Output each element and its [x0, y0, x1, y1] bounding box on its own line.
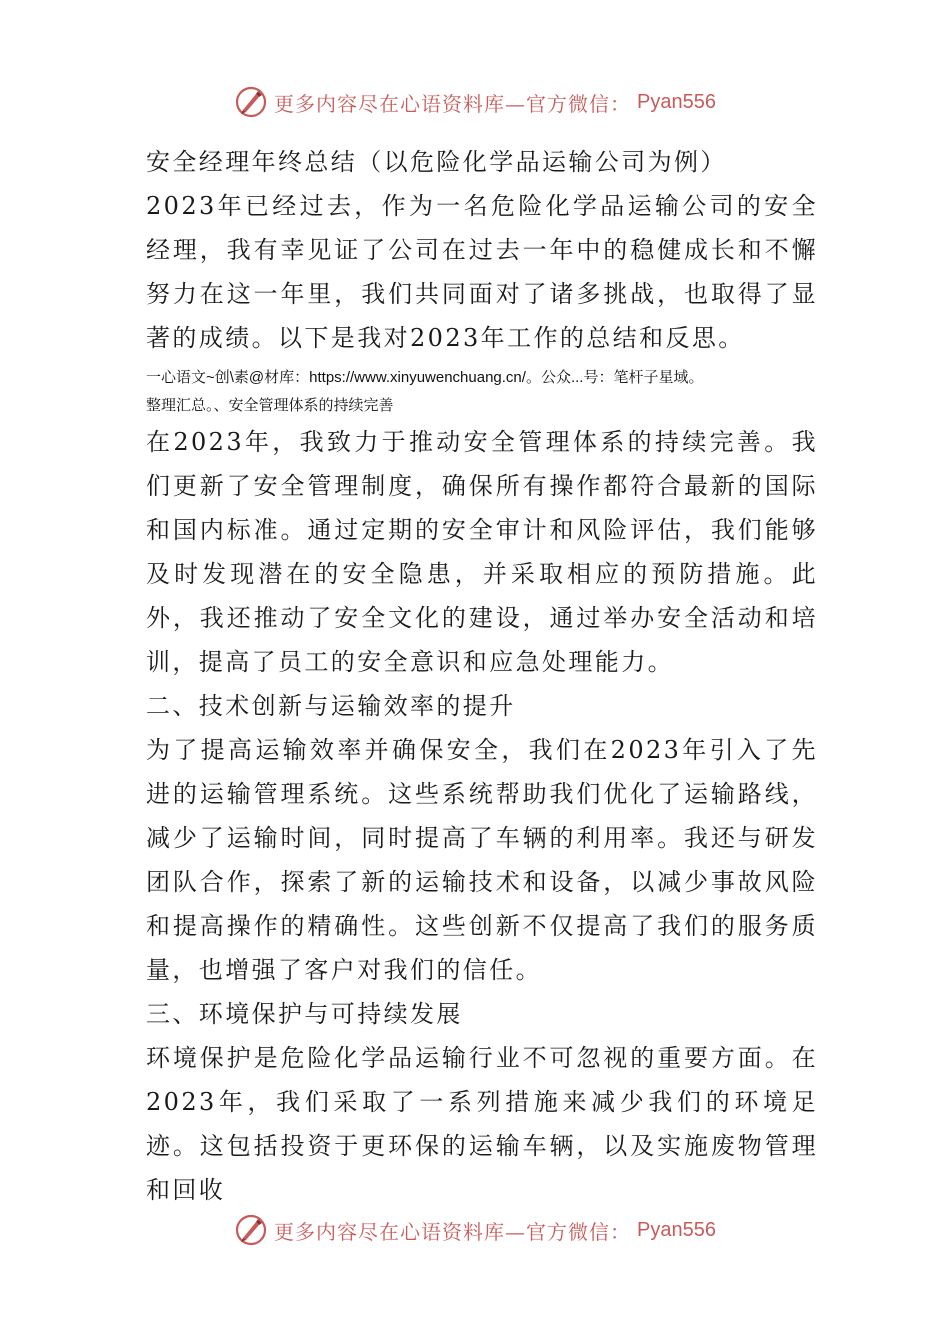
- section1-paragraph: 在2023年，我致力于推动安全管理体系的持续完善。我们更新了安全管理制度，确保所有操作都符合最新的国际和国内标准。通过定期的安全审计和风险评估，我们能够及时发现潜在的安全隐患，并采取相应的预防措施。此外，我还推动了安全文化的建设，通过举办安全活动和培训，提高了员工的安全意识和应急处理能力。: [146, 428, 818, 676]
- document-body: [146, 140, 818, 1212]
- pen-logo-icon: [234, 85, 268, 119]
- footer-banner: [0, 1210, 950, 1250]
- document-title: 安全经理年终总结（以危险化学品运输公司为例）: [146, 148, 727, 176]
- banner-wechat-id: Pyan556: [637, 1218, 716, 1241]
- pen-logo-icon: [234, 1213, 268, 1247]
- source-note-line-1: 一心语文~创\素@材库：https://www.xinyuwenchuang.cn/。公众...号：笔杆子星域。: [146, 369, 704, 386]
- source-note-line-2: 整理汇总。、安全管理体系的持续完善: [146, 397, 394, 414]
- section3-paragraph: 环境保护是危险化学品运输行业不可忽视的重要方面。在2023年，我们采取了一系列措施来减少我们的环境足迹。这包括投资于更环保的运输车辆，以及实施废物管理和回收: [146, 1044, 818, 1204]
- section2-paragraph: 为了提高运输效率并确保安全，我们在2023年引入了先进的运输管理系统。这些系统帮助我们优化了运输路线，减少了运输时间，同时提高了车辆的利用率。我还与研发团队合作，探索了新的运输技术和设备，以减少事故风险和提高操作的精确性。这些创新不仅提高了我们的服务质量，也增强了客户对我们的信任。: [146, 736, 818, 984]
- banner-wechat-id: Pyan556: [637, 90, 716, 113]
- banner-text: 更多内容尽在心语资料库—官方微信：: [274, 91, 632, 116]
- section2-heading: 二、技术创新与运输效率的提升: [146, 692, 516, 720]
- banner-text: 更多内容尽在心语资料库—官方微信：: [274, 1219, 632, 1244]
- intro-paragraph: 2023年已经过去，作为一名危险化学品运输公司的安全经理，我有幸见证了公司在过去一年中的稳健成长和不懈努力在这一年里，我们共同面对了诸多挑战，也取得了显著的成绩。以下是我对2023年工作的总结和反思。: [146, 192, 818, 352]
- header-banner: [0, 82, 950, 122]
- section3-heading: 三、环境保护与可持续发展: [146, 1000, 463, 1028]
